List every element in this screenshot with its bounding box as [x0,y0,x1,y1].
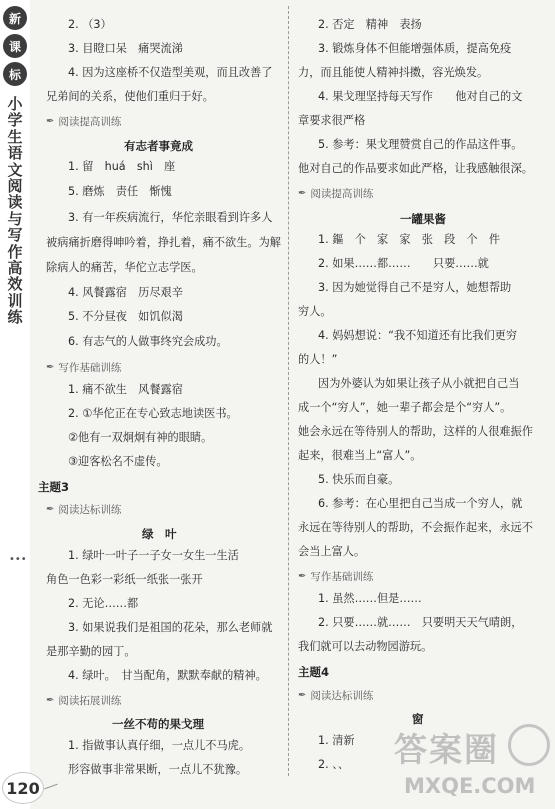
answer-line: 1. 清新 [318,734,355,747]
answer-line: 3. 锻炼身体不但能增强体质，提高免疫 [318,42,512,55]
book-title-vertical: 小学生语文阅读与写作高效训练 [7,95,23,327]
answer-line: 5. 快乐而自豪。 [318,473,400,486]
section-heading-label: 阅读达标训练 [58,504,122,516]
passage-title: 窗 [412,712,424,726]
section-heading-label: 写作基础训练 [310,571,374,583]
answer-line: 4. 果戈理坚持每天写作 他对自己的文 [318,90,523,103]
section-heading [298,186,373,201]
answer-line: 形容做事非常果断，一点儿不犹豫。 [68,763,248,776]
section-heading-label: 阅读提高训练 [58,116,122,128]
answer-line: 4. 因为这座桥不仅造型美观，而且改善了 [68,66,273,79]
theme-label: 主题3 [38,480,70,494]
answer-line: 2. 如果……都…… 只要……就 [318,257,489,270]
answer-line: 的人！” [298,353,338,366]
answer-line: 会当上富人。 [298,545,366,558]
badge-biao: 标 [3,62,27,86]
answer-line: 永远在等待别人的帮助，不会振作起来，永远不 [298,521,533,534]
answer-line: 5. 磨炼 责任 惭愧 [68,185,172,198]
section-heading [46,114,121,129]
answer-line: 成一个“穷人”，她一辈子都会是个“穷人”。 [298,401,512,414]
answer-line: 5. 不分昼夜 如饥似渴 [68,310,183,323]
theme-label: 主题4 [298,665,330,679]
answer-line: 穷人。 [298,305,332,318]
answer-line: 2. （3） [68,18,112,31]
answer-line: 1. 鏂 个 家 家 张 段 个 件 [318,233,501,246]
passage-title: 一丝不苟的果戈理 [112,717,204,731]
column-divider [288,6,289,776]
answer-line: 3. 有一年疾病流行，华佗亲眼看到许多人 [68,211,273,224]
answer-line: 是那辛勤的园丁。 [46,645,136,658]
answer-line: 2. 无论……都 [68,597,139,610]
badge-xin: 新 [3,6,27,30]
pen-icon: ✒ [46,695,55,706]
passage-title: 一罐果酱 [400,212,446,226]
answer-line: 5. 参考：果戈理赞赏自己的作品这件事。 [318,138,523,151]
answer-line: 1. 痛不欲生 风餐露宿 [68,383,183,396]
answer-line: 她会永远在等待别人的帮助，这样的人很难振作 [298,425,533,438]
answer-line: 2. ①华佗正在专心致志地读医书。 [68,407,238,420]
answer-line: 6. 参考：在心里把自己当成一个穷人，就 [318,497,523,510]
section-heading-label: 写作基础训练 [58,362,122,374]
section-heading [46,693,121,708]
answer-line: 6. 有志气的人做事终究会成功。 [68,335,228,348]
answer-line: 4. 绿叶。 甘当配角，默默奉献的精神。 [68,669,267,682]
answer-line: 因为外婆认为如果让孩子从小就把自己当 [318,377,520,390]
section-heading-label: 阅读达标训练 [310,690,374,702]
answer-line: 除病人的痛苦，华佗立志学医。 [46,261,203,274]
pen-icon: ✒ [46,116,55,127]
section-heading [298,688,373,703]
passage-title: 绿 叶 [142,527,177,541]
answer-line: 力，而且能使人精神抖擞，容光焕发。 [298,66,489,79]
passage-title: 有志者事竟成 [124,139,193,153]
watermark [388,718,548,806]
answer-line: 1. 指做事认真仔细，一点儿不马虎。 [68,739,251,752]
page-number: 120 [2,772,44,804]
pen-icon: ✒ [298,690,307,701]
section-heading [298,569,373,584]
answer-line: 4. 妈妈想说：“我不知道还有比我们更穷 [318,329,518,342]
section-heading [46,502,121,517]
answer-line: 角色一色彩一彩纸一纸张一张开 [46,573,203,586]
sidebar-dots: ••• [9,554,27,565]
sidebar [0,0,30,809]
page-number-arrow [44,784,57,790]
pen-icon: ✒ [46,504,55,515]
answer-line: 兄弟间的关系，使他们重归于好。 [46,90,214,103]
answer-line: ②他有一双炯炯有神的眼睛。 [68,431,213,444]
answer-line: 1. 绿叶一叶子一子女一女生一生活 [68,549,239,562]
answer-line: 被病痛折磨得呻吟着，挣扎着，痛不欲生。为解 [46,236,281,249]
answer-line: 2. 只要……就…… 只要明天天气晴朗， [318,616,523,629]
answer-line: 1. 虽然……但是…… [318,592,422,605]
watermark-text: 答案圈 [394,730,499,769]
answer-line: ③迎客松名不虚传。 [68,455,168,468]
section-heading-label: 阅读拓展训练 [58,695,122,707]
section-heading [46,360,121,375]
pen-icon: ✒ [46,362,55,373]
answer-line: 1. 留 huá shì 座 [68,160,176,173]
pen-icon: ✒ [298,571,307,582]
answer-line: 2. 否定 精神 表扬 [318,18,422,31]
pen-icon: ✒ [298,188,307,199]
answer-line: 起来，很难当上“富人”。 [298,449,422,462]
answer-line: 2. 、、 [318,758,350,771]
section-heading-label: 阅读提高训练 [310,188,374,200]
answer-line: 我们就可以去动物园游玩。 [298,640,433,653]
watermark-url: MXQE.COM [404,774,536,798]
badge-ke: 课 [3,34,27,58]
watermark-circle-icon [508,724,550,766]
answer-line: 3. 因为她觉得自己不是穷人，她想帮助 [318,281,512,294]
answer-line: 章要求很严格 [298,114,366,127]
answer-line: 4. 风餐露宿 历尽艰辛 [68,286,183,299]
answer-line: 3. 如果说我们是祖国的花朵，那么老师就 [68,621,273,634]
answer-line: 他对自己的作品要求如此严格，让我感触很深。 [298,162,533,175]
answer-line: 3. 目瞪口呆 痛哭流涕 [68,42,183,55]
